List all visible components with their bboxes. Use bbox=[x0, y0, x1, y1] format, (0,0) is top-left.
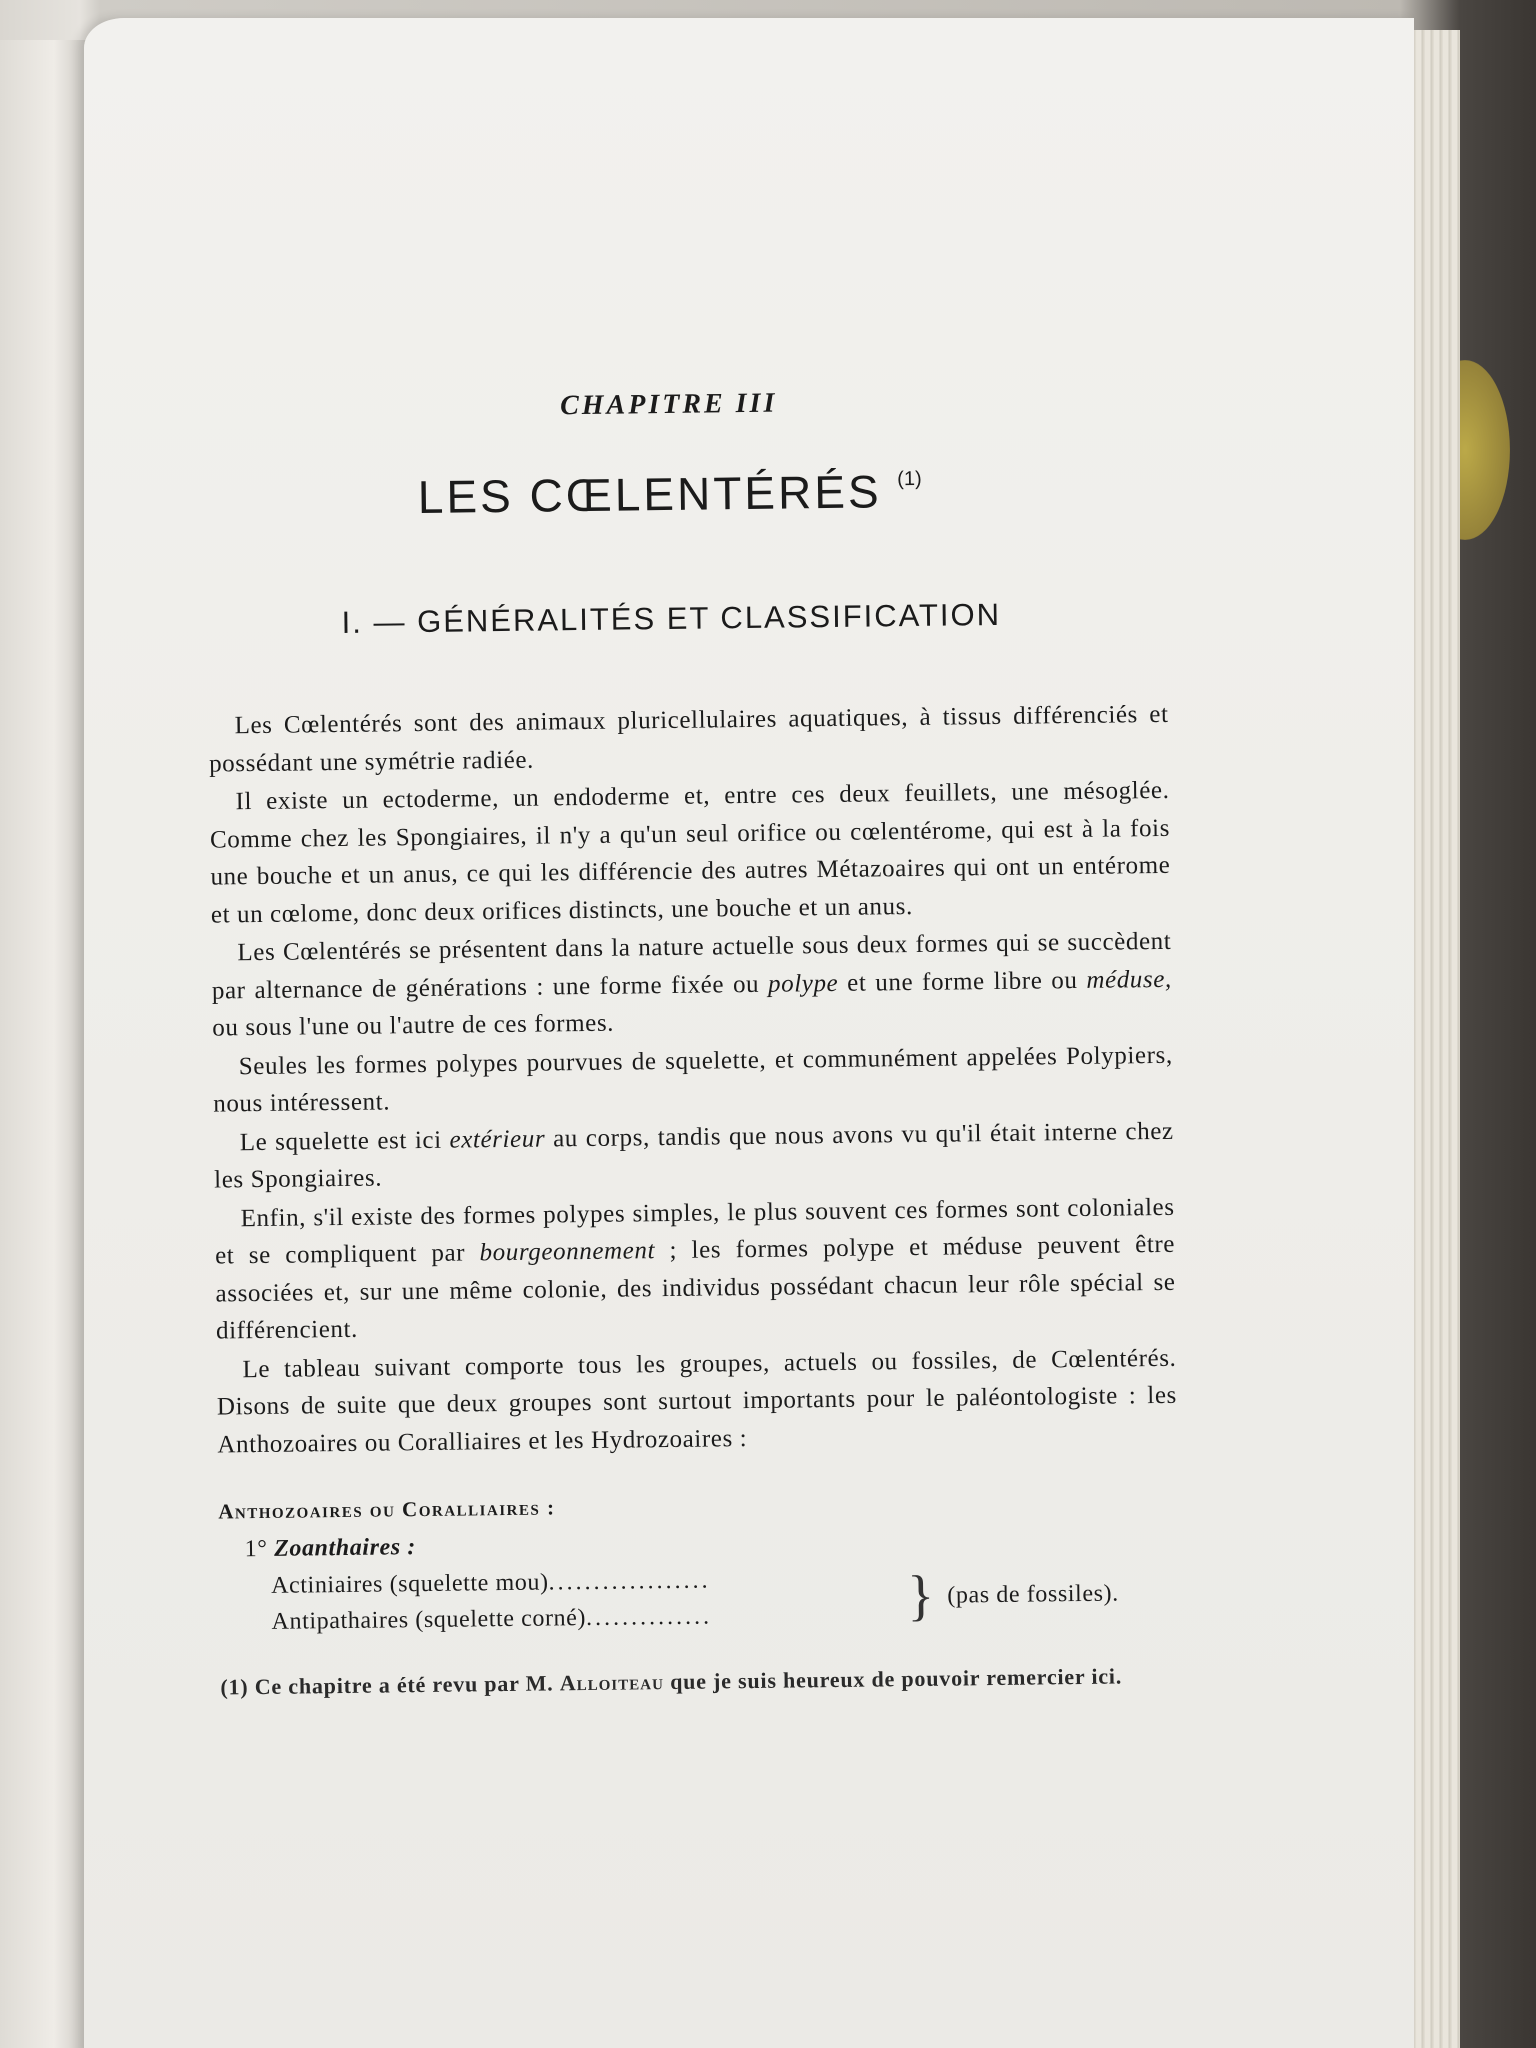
footnote-name: Alloiteau bbox=[559, 1669, 665, 1696]
body-text bbox=[208, 696, 1180, 1703]
p5-text-a: Le squelette est ici bbox=[239, 1126, 450, 1156]
footnote-text-a: Ce chapitre a été revu par M. bbox=[248, 1670, 560, 1700]
group-name: Antipathaires (squelette corné) bbox=[271, 1605, 587, 1635]
footnote-mark: (1) bbox=[220, 1674, 249, 1700]
sub-title: Zoanthaires : bbox=[273, 1533, 417, 1562]
book-page bbox=[84, 18, 1414, 2048]
chapter-title-text: LES CŒLENTÉRÉS bbox=[417, 465, 882, 524]
chapter-label: CHAPITRE III bbox=[559, 387, 778, 422]
p5-text-c: au corps, tandis que nous avons vu qu'il était interne chez les Spongiaires. bbox=[214, 1117, 1174, 1194]
p3-text-c: et une forme libre ou bbox=[838, 966, 1087, 997]
paragraph-6 bbox=[214, 1188, 1176, 1350]
section-title: I. — GÉNÉRALITÉS ET CLASSIFICATION bbox=[341, 596, 1002, 640]
p6-italic-bourgeonnement: bourgeonnement bbox=[479, 1237, 656, 1267]
paragraph-3 bbox=[211, 923, 1172, 1047]
footnote-reference: (1) bbox=[897, 467, 922, 491]
group-name: Actiniaires (squelette mou) bbox=[270, 1569, 549, 1599]
paragraph-2: Il existe un ectoderme, un endoderme et, entre ces deux feuillets, une mésoglée. Comme chez les Spongiaires, il n'y a qu'un seul orifice ou cœlentérome, qui est à la fois une bouche et un anus, ce qui les différencie des autres Métazoaires qui ont un entérome et un cœlome, donc deux orifices distincts, une bouche et un anus. bbox=[209, 776, 1171, 929]
grouping-brace: } bbox=[906, 1564, 936, 1628]
p3-text-e: ou sous l'une ou l'autre de ces formes. bbox=[212, 1009, 615, 1042]
paragraph-5 bbox=[214, 1112, 1175, 1199]
p3-italic-polype: polype bbox=[767, 969, 839, 998]
classification-heading: Anthozoaires ou Coralliaires : bbox=[218, 1495, 556, 1524]
group-row-antipathaires bbox=[271, 1596, 891, 1640]
page-content bbox=[74, 10, 1429, 2048]
paragraph-1: Les Cœlentérés sont des animaux pluricellulaires aquatiques, à tissus différenciés et possédant une symétrie radiée. bbox=[208, 700, 1169, 778]
p6-text-a: Enfin, s'il existe des formes polypes simples, le plus souvent ces formes sont coloniales et se compliquent par bbox=[214, 1193, 1175, 1270]
dot-leader: .............. bbox=[585, 1603, 713, 1632]
chapter-title bbox=[80, 460, 1261, 528]
dot-leader: .................. bbox=[548, 1567, 711, 1596]
paragraph-4: Seules les formes polypes pourvues de squelette, et communément appelées Polypiers, nous intéressent. bbox=[213, 1041, 1173, 1118]
group-note: (pas de fossiles). bbox=[947, 1580, 1119, 1609]
p3-italic-meduse: méduse, bbox=[1086, 965, 1172, 994]
p5-italic-exterieur: extérieur bbox=[449, 1125, 546, 1154]
footnote bbox=[220, 1661, 1180, 1703]
footnote-text-b: que je suis heureux de pouvoir remercier ici. bbox=[663, 1663, 1123, 1695]
paragraph-7: Le tableau suivant comporte tous les groupes, actuels ou fossiles, de Cœlentérés. Disons de suite que deux groupes sont surtout importants pour le paléontologiste : les Anthozoaires ou Coralliaires et les Hydrozoaires : bbox=[216, 1344, 1178, 1459]
sub-number: 1° bbox=[244, 1535, 268, 1562]
p6-text-c: ; les formes polype et méduse peuvent être associées et, sur une même colonie, des individus possédant chacun leur rôle spécial se différencient. bbox=[215, 1230, 1176, 1345]
p3-text-a: Les Cœlentérés se présentent dans la nature actuelle sous deux formes qui se succèdent par alternance de générations : une forme fixée ou bbox=[211, 927, 1172, 1005]
group-list bbox=[271, 1557, 1180, 1648]
left-page-edge bbox=[0, 40, 90, 2048]
